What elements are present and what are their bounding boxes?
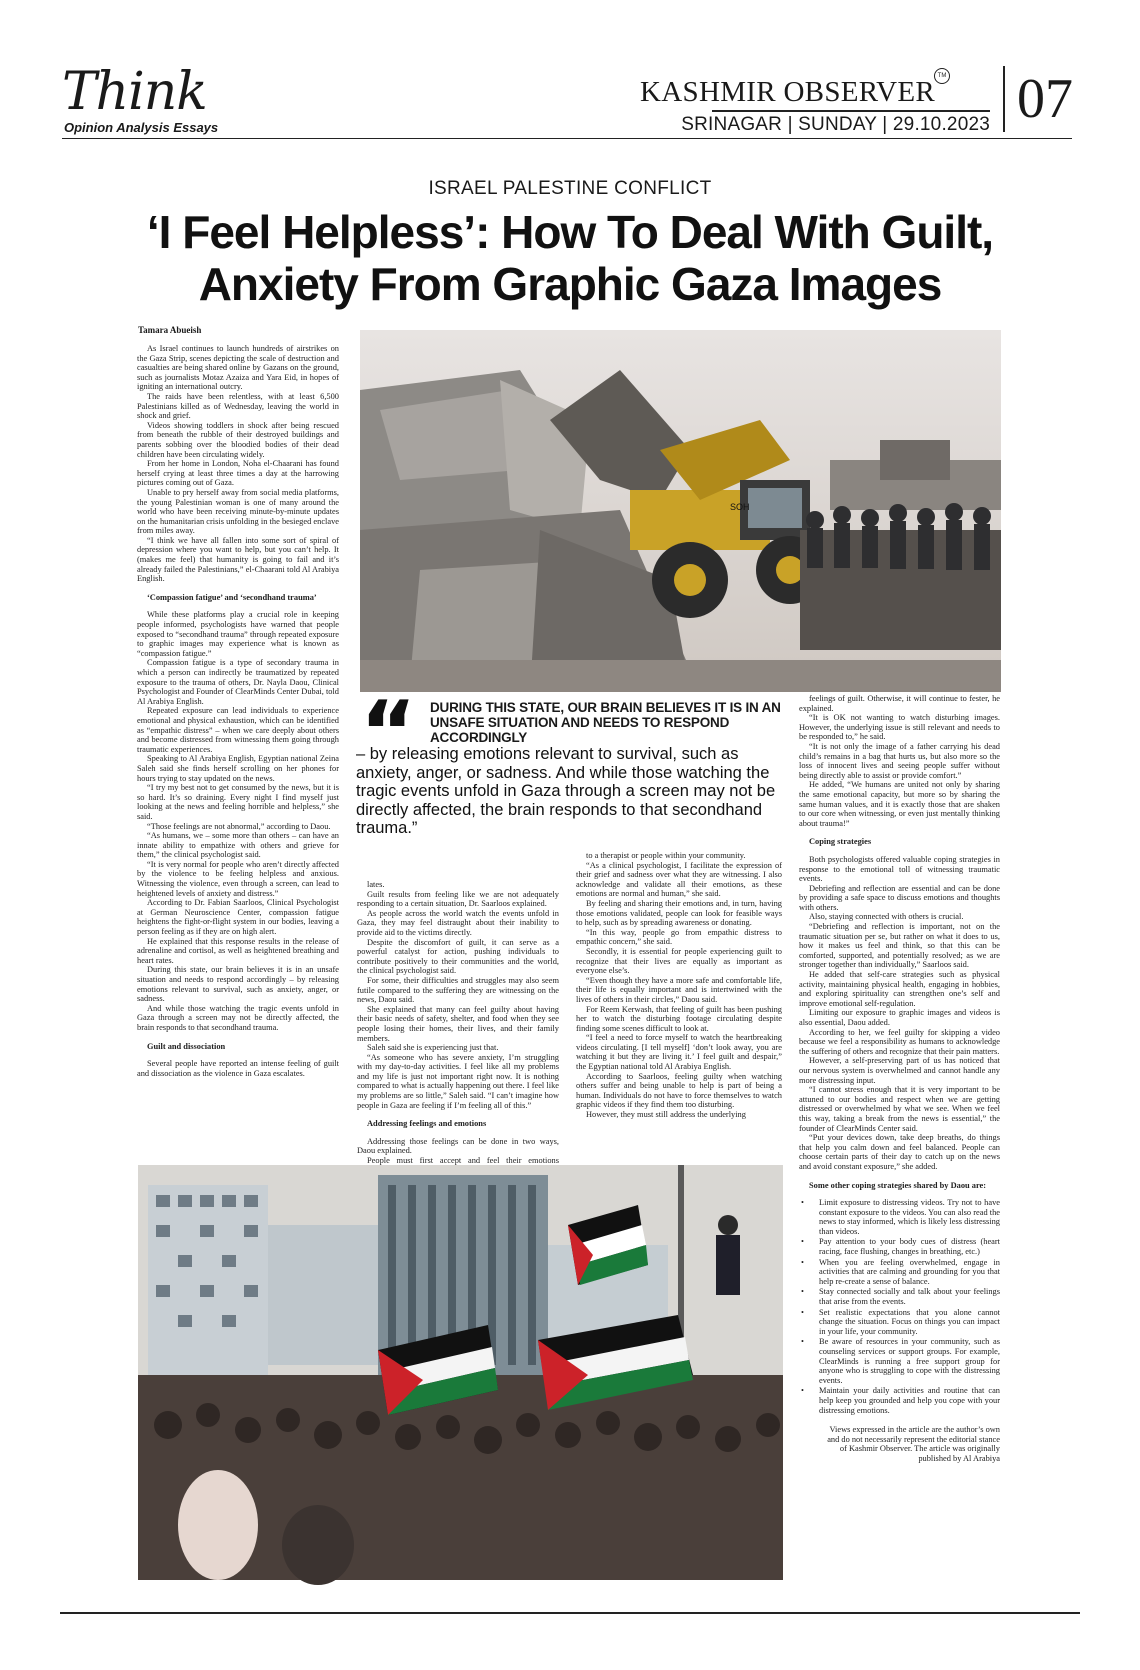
paragraph: to a therapist or people within your community. xyxy=(586,851,746,860)
coping-list-item: • Stay connected socially and talk about your feelings that arise from the events. xyxy=(799,1287,1000,1306)
coping-list-item: • Be aware of resources in your community, such as counseling services or support groups. For example, ClearMinds is running a free support group for anyone who is struggling to cope with the distressing events. xyxy=(799,1337,1000,1385)
paragraph: “Put your devices down, take deep breaths, do things that help you calm down and feel balanced. People can choose certain parts of their day to catch up on the news and avoid constant exposure,” she added. xyxy=(799,1133,1000,1171)
subheading-coping: Coping strategies xyxy=(809,837,872,847)
paragraph: Several people have reported an intense feeling of guilt and dissociation as the violence in Gaza escalates. xyxy=(137,1059,339,1078)
article-headline xyxy=(60,206,1080,310)
paragraph: However, they must still address the underlying xyxy=(586,1110,746,1120)
disclaimer: Views expressed in the article are the author’s own and do not necessarily represent the editorial stance of Kashmir Observer. The article was originally published by Al Arabiya xyxy=(827,1425,1000,1463)
col1c-paragraphs xyxy=(137,1059,339,1078)
paragraph: By feeling and sharing their emotions and, in turn, having those emotions validated, people can look for feasible ways to help, such as by spreading awareness or donating. xyxy=(576,898,782,928)
pull-quote-lead xyxy=(430,700,792,745)
newspaper-name: KASHMIR OBSERVER xyxy=(640,76,935,108)
paragraph: She explained that many can feel guilty about having their basic needs of safety, shelter, and food when they see people losing their homes, their lives, and their family members. xyxy=(357,1004,559,1043)
paragraph: Saleh said she is experiencing just that. xyxy=(367,1043,499,1053)
paragraph: Repeated exposure can lead individuals to experience emotional and physical exhaustion, which can be identified as “empathic distress” – when we care deeply about others and become distressed from witnessing them going through traumatic experiences. xyxy=(137,706,339,754)
paragraph: Videos showing toddlers in shock after being rescued from beneath the rubble of their destroyed buildings and parents sobbing over the bloodied bodies of their dead children have been circulating widely. xyxy=(137,420,339,459)
paragraph: According to her, we feel guilty for skipping a video because we feel a responsibility as humans to acknowledge the suffering of others and recognize that their pain matters. xyxy=(799,1027,1000,1056)
paragraph: “It is very normal for people who aren’t directly affected by the violence to be feeling helpless and anxious. Witnessing the violence, even through a screen, can lead to heightened levels of anxiety and distress.” xyxy=(137,859,339,898)
paragraph: For some, their difficulties and struggles may also seem futile compared to the suffering they are witnessing on the news, Daou said. xyxy=(357,975,559,1005)
col1b-paragraphs xyxy=(137,610,339,1032)
paragraph: During this state, our brain believes it is in an unsafe situation and needs to respond accordingly – by releasing emotions relevant to survival, such as anxiety, anger, or sadness. xyxy=(137,965,339,1004)
paragraph: He added, “We humans are united not only by sharing the same emotional capacity, but more so by sharing the same human values, and it is exactly those that are shaken to our core when witnessing, or even just mentally thinking about trauma!” xyxy=(799,780,1000,828)
paragraph: He explained that this response results in the release of adrenaline and cortisol, as well as heightened breathing and heart rates. xyxy=(137,936,339,965)
column-4 xyxy=(799,694,1000,1584)
subheading-addressing: Addressing feelings and emotions xyxy=(367,1119,487,1129)
section-subtitle: Opinion Analysis Essays xyxy=(64,120,219,135)
section-title: Think xyxy=(62,62,207,122)
coping-list xyxy=(799,1198,1000,1415)
quote-mark-icon: “ xyxy=(360,683,417,783)
col3-paragraphs xyxy=(576,851,782,1120)
protest-scene-image xyxy=(138,1165,783,1580)
paragraph: From her home in London, Noha el-Chaarani has found herself crying at least three times a day at the harrowing pictures coming out of Gaza. xyxy=(137,459,339,488)
coping-list-item: • Maintain your daily activities and routine that can help keep you grounded and help you cope with your distressing emotions. xyxy=(799,1386,1000,1415)
column-1 xyxy=(137,344,339,1169)
paragraph: Guilt results from feeling like we are not adequately responding to a certain situation, Dr. Saarloos explained. xyxy=(357,889,559,909)
paragraph: As Israel continues to launch hundreds of airstrikes on the Gaza Strip, scenes depicting the scale of destruction and casualties are being shared online by Gazans on the ground, such as journalists Motaz Azaiza and Yara Eid, in hopes of igniting an international outcry. xyxy=(137,344,339,392)
pull-quote-text xyxy=(356,700,792,838)
coping-list-item: • Set realistic expectations that you alone cannot change the situation. Focus on things you can impact in your life, your community. xyxy=(799,1308,1000,1337)
paragraph: Limiting our exposure to graphic images and videos is also essential, Daou added. xyxy=(799,1008,1000,1027)
paragraph: According to Dr. Fabian Saarloos, Clinical Psychologist at German Neuroscience Center, compassion fatigue heightens the fight-or-flight system in our bodies, leaving a person feeling as if they are on high alert. xyxy=(137,898,339,937)
col4b-paragraphs xyxy=(799,855,1000,1172)
rubble-scene-image xyxy=(360,330,1001,692)
paragraph: “I feel a need to force myself to watch the heartbreaking videos circulating. [I tell myself] ‘don’t look away, you are watching it but they are living it.’ I feel guilt and despair,” the Egyptian national told Al Arabiya English. xyxy=(576,1033,782,1072)
paragraph: lates. xyxy=(367,880,385,889)
coping-list-item: • When you are feeling overwhelmed, engage in activities that are calming and grounding for you that help re-create a sense of balance. xyxy=(799,1258,1000,1287)
paragraph: People must first accept and feel their emotions xyxy=(367,1156,559,1166)
paragraph: Unable to pry herself away from social media platforms, the young Palestinian woman is one of many around the world who have been receiving minute-by-minute updates on the humanitarian crisis unfolding in the besieged enclave from miles away. xyxy=(137,487,339,536)
photo-protest-flags xyxy=(138,1165,783,1580)
loader-model-text: SOH xyxy=(730,502,750,512)
column-3 xyxy=(576,851,782,1155)
paragraph: Compassion fatigue is a type of secondary trauma in which a person can indirectly be traumatized by repeated exposure to the trauma of others, Dr. Nayla Daou, Clinical Psychologist and Founder of ClearMinds Center Dubai, told Al Arabiya English. xyxy=(137,658,339,706)
paragraph: “Those feelings are not abnormal,” according to Daou. xyxy=(147,821,331,831)
paragraph: The raids have been relentless, with at least 6,500 Palestinians killed as of Wednesday, leaving the world in shock and grief. xyxy=(137,391,339,421)
paragraph: Both psychologists offered valuable coping strategies in response to the emotional toll of witnessing traumatic events. xyxy=(799,854,1000,884)
paragraph: “As humans, we – some more than others – can have an innate ability to empathize with others and grieve for them,” the clinical psychologist said. xyxy=(137,831,339,860)
paragraph: And while those watching the tragic events unfold in Gaza through a screen may not be directly affected, the brain responds to that secondhand trauma. xyxy=(137,1003,339,1032)
trademark-badge: TM xyxy=(934,68,950,84)
paragraph: “I cannot stress enough that it is very important to be attuned to our bodies and respect when we are getting distressed or overwhelmed by what we see. When we feel this way, taking a break from the news is essential,” the founder of ClearMinds Center said. xyxy=(799,1085,1000,1133)
pull-quote xyxy=(356,683,792,838)
paragraph: “In this way, people go from empathic distress to empathic concern,” she said. xyxy=(576,927,782,947)
header-divider xyxy=(62,138,1072,139)
col4-paragraphs xyxy=(799,694,1000,828)
paragraph: “It is OK not wanting to watch disturbing images. However, the underlying issue is still relevant and needs to be responded to,” he said. xyxy=(799,713,1000,742)
pull-quote-caps: DURING THIS STATE, OUR BRAIN BELIEVES IT IS IN AN UNSAFE SITUATION AND NEEDS TO RESPOND ACCORDINGLY xyxy=(430,700,781,745)
article-kicker: ISRAEL PALESTINE CONFLICT xyxy=(428,178,712,199)
col1-paragraphs xyxy=(137,344,339,584)
paragraph: “It is not only the image of a father carrying his dead child’s remains in a bag that hurts us, but also more so the loss of innocent lives and seeing people suffer without being directly able to assist or provide comfort.” xyxy=(799,741,1000,780)
coping-list-item: • Pay attention to your body cues of distress (heart racing, face flushing, changes in breathing, etc.) xyxy=(799,1237,1000,1256)
pull-quote-body: – by releasing emotions relevant to survival, such as anxiety, anger, or sadness. And while those watching the tragic events unfold in Gaza through a screen may not be directly affected, the brain responds to that secondhand trauma.” xyxy=(356,745,776,837)
paragraph: For Reem Kerwash, that feeling of guilt has been pushing her to watch the disturbing footage circulating despite finding some scenes difficult to look at. xyxy=(576,1004,782,1033)
photo-rubble-bulldozer xyxy=(360,330,1001,692)
paragraph: “I try my best not to get consumed by the news, but it is so hard. It’s so draining. Every night I find myself just looking at the news and feeling horrible and helpless,” she said. xyxy=(137,783,339,821)
paragraph: Secondly, it is essential for people experiencing guilt to recognize that their lives are equally as important as everyone else’s. xyxy=(576,946,782,976)
paragraph: While these platforms play a crucial role in keeping people informed, psychologists have warned that people exposed to “secondhand trauma” through repeated exposure to graphic images may experience what is known as “compassion fatigue.” xyxy=(137,610,339,658)
paragraph: “As someone who has severe anxiety, I’m struggling with my day-to-day activities. I feel like all my problems and my life is just not important right now. It is nothing compared to what is actually happening out there. I feel like my problems are so little,” Saleh said. “I can’t imagine how people in Gaza are feeling if I’m feeling all of this.” xyxy=(357,1052,559,1110)
coping-list-item: • Limit exposure to distressing videos. Try not to have constant exposure to the videos. You can also read the news to stay informed, which is likely less distressing than videos. xyxy=(799,1198,1000,1236)
page-number: 07 xyxy=(1003,66,1073,132)
col2-paragraphs xyxy=(357,880,559,1110)
paragraph: According to Saarloos, feeling guilty when watching others suffer and being unable to help is part of being a human. Individuals do not have to force themselves to watch graphic videos if they find them too disturbing. xyxy=(576,1071,782,1110)
paragraph: “As a clinical psychologist, I facilitate the expression of their grief and sadness over what they are witnessing. I also acknowledge and validate all their emotions, as these emotions are normal and human,” she said. xyxy=(576,860,782,899)
paragraph: “Debriefing and reflection is important, not on the traumatic situation per se, but rather on what it does to us, how it makes us feel and think, so that this can be comforted, supported, and potentially resolved; as we are stronger together than individually,” Saarloos said. xyxy=(799,922,1000,970)
paragraph: feelings of guilt. Otherwise, it will continue to fester, he explained. xyxy=(799,694,1000,713)
dateline: SRINAGAR | SUNDAY | 29.10.2023 xyxy=(681,114,990,135)
paragraph: “Even though they have a more safe and comfortable life, their life is equally important and is intertwined with the lives of others in their circles,” Daou said. xyxy=(576,975,782,1004)
subheading-other-strategies: Some other coping strategies shared by Daou are: xyxy=(809,1180,987,1190)
paragraph: Also, staying connected with others is crucial. xyxy=(809,912,964,922)
page-bottom-rule xyxy=(60,1612,1080,1614)
column-2 xyxy=(357,880,559,1166)
paragraph: He added that self-care strategies such as physical activity, maintaining physical health, engaging in hobbies, and exploring spirituality can strengthen one’s self and improve emotional self-regulation. xyxy=(799,970,1000,1008)
paragraph: Despite the discomfort of guilt, it can serve as a powerful catalyst for action, pushing individuals to contribute positively to their communities and the world, the clinical psychologist said. xyxy=(357,937,559,976)
author-byline: Tamara Abueish xyxy=(138,325,202,335)
masthead-rule xyxy=(712,110,990,112)
paragraph: Debriefing and reflection are essential and can be done by providing a safe space to discuss emotions and thoughts with others. xyxy=(799,883,1000,912)
paragraph: “I think we have all fallen into some sort of spiral of depression where you want to help, but you can’t help. It (makes me feel) that humanity is going to fail and it’s already failed the Palestinians,” el-Chaarani told Al Arabiya English. xyxy=(137,535,339,584)
headline-line-1: ‘I Feel Helpless’: How To Deal With Guilt, xyxy=(146,206,994,258)
paragraph: However, a self-preserving part of us has noticed that our nervous system is overwhelmed and cannot handle any more distressing input. xyxy=(799,1056,1000,1085)
subheading-compassion-fatigue: ‘Compassion fatigue’ and ‘secondhand trauma’ xyxy=(147,592,317,602)
paragraph: As people across the world watch the events unfold in Gaza, they may feel distraught about their inability to provide aid to the victims directly. xyxy=(357,908,559,937)
headline-line-2: Anxiety From Graphic Gaza Images xyxy=(198,258,942,310)
paragraph: Addressing those feelings can be done in two ways, Daou explained. xyxy=(357,1136,559,1156)
subheading-guilt: Guilt and dissociation xyxy=(147,1041,226,1051)
paragraph: Speaking to Al Arabiya English, Egyptian national Zeina Saleh said she finds herself scrolling on her phones for hours trying to stay updated on the news. xyxy=(137,754,339,783)
